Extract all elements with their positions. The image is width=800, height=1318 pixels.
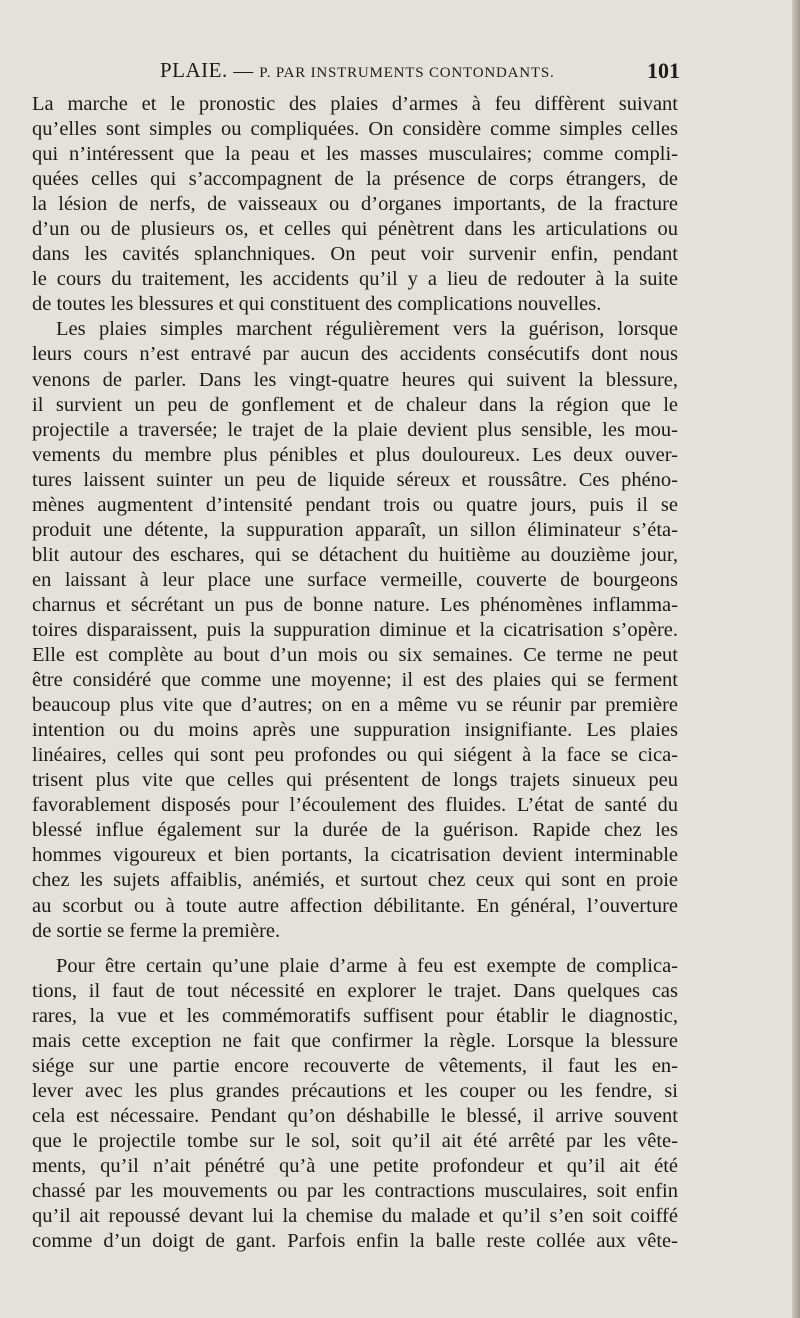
text-line: qu’elles sont simples ou compliquées. On considère comme simples celles xyxy=(32,118,678,141)
text-line: blit autour des eschares, qui se détachent du huitième au douzième jour, xyxy=(32,543,678,566)
text-line: La marche et le pronostic des plaies d’armes à feu diffèrent suivant xyxy=(32,93,678,115)
text-line: tures laissent suinter un peu de liquide séreux et roussâtre. Ces phéno- xyxy=(32,468,678,491)
text-line: de sortie se ferme la première. xyxy=(32,919,281,942)
text-line: le cours du traitement, les accidents qu’il y a lieu de redouter à la suite xyxy=(32,268,678,291)
text-line: comme d’un doigt de gant. Parfois enfin la balle reste collée aux vête- xyxy=(32,1230,678,1253)
text-line: qu’il ait repoussé devant lui la chemise du malade et qu’il s’en soit coiffé xyxy=(32,1205,678,1228)
text-line: ments, qu’il n’ait pénétré qu’à une petite profondeur et qu’il ait été xyxy=(32,1154,678,1177)
text-line: chez les sujets affaiblis, anémiés, et surtout chez ceux qui sont en proie xyxy=(32,869,678,892)
text-line: rares, la vue et les commémoratifs suffisent pour établir le diagnostic, xyxy=(32,1004,678,1027)
text-line: quées celles qui s’accompagnent de la présence de corps étrangers, de xyxy=(32,168,678,191)
text-line: en laissant à leur place une surface vermeille, couverte de bourgeons xyxy=(32,568,678,591)
text-line: d’un ou de plusieurs os, et celles qui pénètrent dans les articulations ou xyxy=(32,218,678,241)
text-line: Pour être certain qu’une plaie d’arme à feu est exempte de complica- xyxy=(56,954,678,977)
text-line: tions, il faut de tout nécessité en explorer le trajet. Dans quelques cas xyxy=(32,979,678,1002)
text-line: projectile a traversée; le trajet de la plaie devient plus sensible, les mou- xyxy=(32,418,678,441)
paragraph-gap xyxy=(32,944,678,954)
text-line: mais cette exception ne fait que confirmer la règle. Lorsque la blessure xyxy=(32,1029,678,1052)
text-line: dans les cavités splanchniques. On peut voir survenir enfin, pendant xyxy=(32,243,678,266)
text-line: de toutes les blessures et qui constituent des complications nouvelles. xyxy=(32,293,602,316)
text-line: charnus et sécrétant un pus de bonne nature. Les phénomènes inflamma- xyxy=(32,593,678,616)
text-line: il survient un peu de gonflement et de chaleur dans la région que le xyxy=(32,393,678,416)
running-head-dash: — xyxy=(227,60,260,82)
page-header xyxy=(160,58,680,88)
running-head-title: PLAIE. xyxy=(160,58,228,82)
text-line: leurs cours n’est entravé par aucun des accidents consécutifs dont nous xyxy=(32,343,678,366)
text-line: vements du membre plus pénibles et plus douloureux. Les deux ouver- xyxy=(32,443,678,466)
text-line: hommes vigoureux et bien portants, la cicatrisation devient interminable xyxy=(32,844,678,867)
text-line: trisent plus vite que celles qui présentent de longs trajets sinueux peu xyxy=(32,769,678,792)
page-edge xyxy=(792,0,800,1318)
page-number: 101 xyxy=(647,58,680,83)
text-line: lever avec les plus grandes précautions et les couper ou les fendre, si xyxy=(32,1079,678,1102)
running-head xyxy=(160,58,555,83)
text-line: au scorbut ou à toute autre affection débilitante. En général, l’ouverture xyxy=(32,894,678,917)
text-line: mènes augmentent d’intensité pendant trois ou quatre jours, puis il se xyxy=(32,493,678,516)
text-line: chassé par les mouvements ou par les contractions musculaires, soit enfin xyxy=(32,1180,678,1203)
text-line: qui n’intéressent que la peau et les masses musculaires; comme compli- xyxy=(32,143,678,166)
text-line: linéaires, celles qui sont peu profondes ou qui siégent à la face se cica- xyxy=(32,744,678,767)
body-text xyxy=(32,92,678,1254)
text-line: venons de parler. Dans les vingt-quatre heures qui suivent la blessure, xyxy=(32,368,678,391)
text-line: la lésion de nerfs, de vaisseaux ou d’organes importants, de la fracture xyxy=(32,193,678,216)
text-line: Les plaies simples marchent régulièrement vers la guérison, lorsque xyxy=(56,318,678,341)
text-line: Elle est complète au bout d’un mois ou six semaines. Ce terme ne peut xyxy=(32,644,678,667)
running-head-subtitle: P. PAR INSTRUMENTS CONTONDANTS. xyxy=(259,65,555,81)
text-line: produit une détente, la suppuration apparaît, un sillon éliminateur s’éta- xyxy=(32,518,678,541)
text-line: que le projectile tombe sur le sol, soit qu’il ait été arrêté par les vête- xyxy=(32,1129,678,1152)
text-line: favorablement disposés pour l’écoulement des fluides. L’état de santé du xyxy=(32,794,678,817)
text-line: siége sur une partie encore recouverte de vêtements, il faut les en- xyxy=(32,1054,678,1077)
text-line: blessé influe également sur la durée de la guérison. Rapide chez les xyxy=(32,819,678,842)
text-line: cela est nécessaire. Pendant qu’on déshabille le blessé, il arrive souvent xyxy=(32,1104,678,1127)
text-line: être considéré que comme une moyenne; il est des plaies qui se ferment xyxy=(32,669,678,692)
text-line: intention ou du moins après une suppuration insignifiante. Les plaies xyxy=(32,719,678,742)
text-line: beaucoup plus vite que d’autres; on en a même vu se réunir par première xyxy=(32,694,678,717)
text-line: toires disparaissent, puis la suppuration diminue et la cicatrisation s’opère. xyxy=(32,618,678,641)
